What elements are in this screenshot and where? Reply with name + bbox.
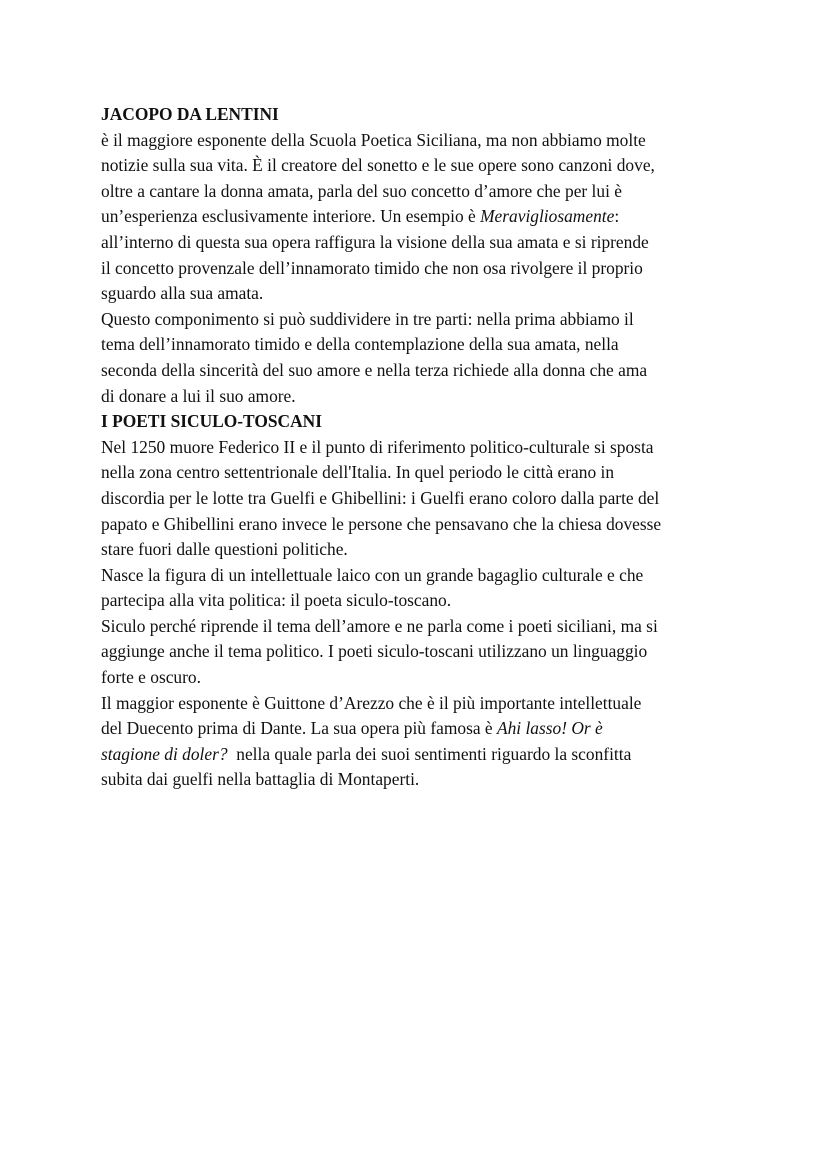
text-line	[101, 204, 741, 230]
text-line	[101, 742, 741, 768]
text-line: Nel 1250 muore Federico II e il punto di riferimento politico-culturale si sposta	[101, 436, 654, 457]
heading-text: I POETI SICULO-TOSCANI	[101, 411, 322, 432]
heading-text: JACOPO DA LENTINI	[101, 104, 279, 124]
section-heading-jacopo	[101, 102, 741, 128]
text-line: oltre a cantare la donna amata, parla del suo concetto d’amore che per lui è	[101, 180, 622, 201]
text-fragment: nella quale parla dei suoi sentimenti riguardo la sconfitta	[227, 743, 632, 764]
text-line	[101, 716, 741, 742]
text-line: Siculo perché riprende il tema dell’amore e ne parla come i poeti siciliani, ma si	[101, 615, 658, 636]
text-line: è il maggiore esponente della Scuola Poetica Siciliana, ma non abbiamo molte	[101, 129, 646, 150]
text-line: Nasce la figura di un intellettuale laico con un grande bagaglio culturale e che	[101, 564, 644, 585]
text-line: sguardo alla sua amata.	[101, 283, 264, 304]
paragraph-siculo-intellectual	[101, 563, 741, 614]
text-line: Il maggior esponente è Guittone d’Arezzo che è il più importante intellettuale	[101, 692, 642, 713]
paragraph-siculo-themes	[101, 614, 741, 691]
text-line: il concetto provenzale dell’innamorato timido che non osa rivolgere il proprio	[101, 257, 643, 278]
text-line: discordia per le lotte tra Guelfi e Ghibellini: i Guelfi erano coloro dalla parte del	[101, 487, 660, 508]
text-line: Questo componimento si può suddividere in tre parti: nella prima abbiamo il	[101, 308, 634, 329]
text-fragment: un’esperienza esclusivamente interiore. Un esempio è	[101, 206, 481, 227]
text-line: subita dai guelfi nella battaglia di Montaperti.	[101, 769, 420, 790]
text-line: forte e oscuro.	[101, 667, 201, 688]
work-title-ahi-lasso-continued: stagione di doler?	[101, 743, 228, 764]
paragraph-jacopo-structure	[101, 307, 741, 409]
text-line: all’interno di questa sua opera raffigura la visione della sua amata e si riprende	[101, 231, 649, 252]
work-title-ahi-lasso: Ahi lasso! Or è	[496, 718, 603, 739]
text-line: tema dell’innamorato timido e della contemplazione della sua amata, nella	[101, 334, 619, 355]
text-line: papato e Ghibellini erano invece le persone che pensavano che la chiesa dovesse	[101, 513, 662, 534]
paragraph-jacopo-intro	[101, 128, 741, 307]
paragraph-guittone	[101, 691, 741, 793]
text-fragment: :	[614, 206, 620, 227]
text-line: notizie sulla sua vita. È il creatore del sonetto e le sue opere sono canzoni dove,	[101, 155, 655, 176]
text-line: nella zona centro settentrionale dell'Italia. In quel periodo le città erano in	[101, 462, 615, 483]
section-heading-siculo-toscani	[101, 409, 741, 435]
document-page	[101, 102, 741, 793]
text-line: aggiunge anche il tema politico. I poeti siculo-toscani utilizzano un linguaggio	[101, 641, 648, 662]
text-fragment: del Duecento prima di Dante. La sua opera più famosa è	[101, 718, 497, 739]
text-line: partecipa alla vita politica: il poeta siculo-toscano.	[101, 590, 452, 611]
paragraph-siculo-context	[101, 435, 741, 563]
text-line: di donare a lui il suo amore.	[101, 385, 296, 406]
work-title-meravigliosamente: Meravigliosamente	[480, 206, 615, 227]
text-line: stare fuori dalle questioni politiche.	[101, 539, 348, 560]
text-line: seconda della sincerità del suo amore e nella terza richiede alla donna che ama	[101, 359, 648, 380]
